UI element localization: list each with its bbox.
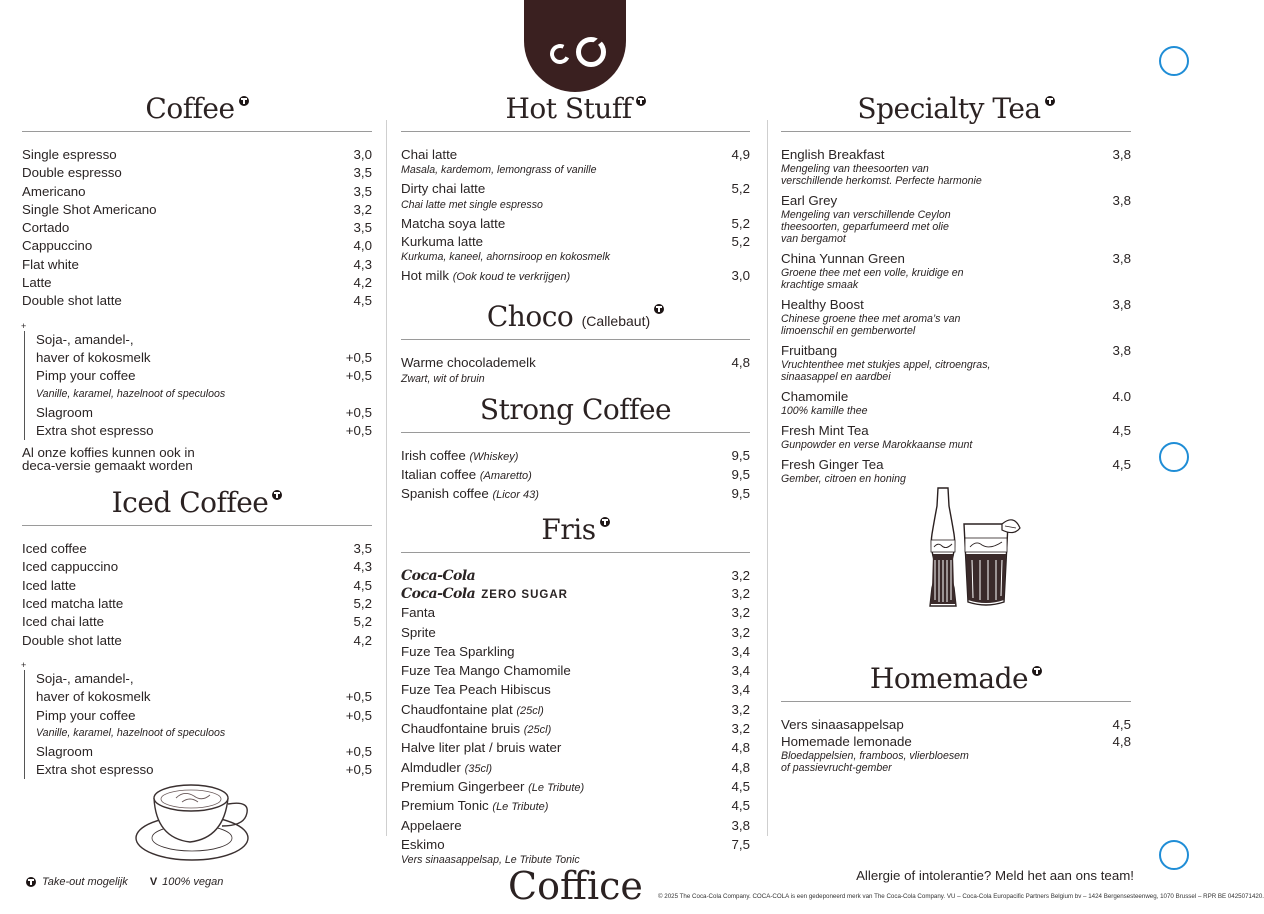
section-title: Iced Coffee — [112, 482, 269, 524]
section-title: Strong Coffee — [480, 389, 671, 431]
column-coffee — [22, 88, 372, 779]
menu-item: Chai latte 4,9 — [401, 147, 750, 162]
section-title: Choco (Callebaut) — [487, 296, 650, 342]
item-desc: Mengeling van verschillende Ceylon theesoorten, geparfumeerd met olie van bergamot — [781, 209, 951, 245]
iced-coffee-list — [22, 540, 372, 650]
menu-item: Iced cappuccino 4,3 — [22, 559, 372, 575]
allergy-note: Allergie of intolerantie? Meld het aan ons team! — [856, 868, 1134, 883]
tea-list — [781, 146, 1131, 485]
section-heading-specialty-tea — [781, 88, 1131, 130]
menu-item: Double shot latte 4,2 — [22, 632, 372, 648]
item-desc: Vruchtenthee met stukjes appel, citroengras, sinaasappel en aardbei — [781, 359, 991, 383]
menu-item: Iced coffee 3,5 — [22, 541, 372, 557]
menu-item: Fuze Tea Peach Hibiscus 3,4 — [401, 682, 750, 698]
menu-item: Premium Gingerbeer (Le Tribute) 4,5 — [401, 778, 750, 794]
menu-item: Homemade lemonade 4,8 — [781, 734, 1131, 749]
menu-item: Single espresso 3,0 — [22, 147, 372, 162]
item-desc: Masala, kardemom, lemongrass of vanille — [401, 164, 597, 177]
hot-stuff-list — [401, 146, 750, 286]
binder-hole-icon — [1159, 442, 1189, 472]
menu-item: Almdudler (35cl) 4,8 — [401, 759, 750, 775]
takeout-icon — [272, 490, 282, 500]
extra-item: Soja-, amandel-, — [36, 670, 134, 686]
item-desc: Vers sinaasappelsap, Le Tribute Tonic — [401, 854, 580, 867]
menu-item: Healthy Boost 3,8 — [781, 297, 1131, 312]
menu-item: Halve liter plat / bruis water 4,8 — [401, 740, 750, 756]
menu-item: Coca-Cola ZERO SUGAR 3,2 — [401, 585, 750, 602]
divider — [22, 525, 372, 526]
copyright-line: © 2025 The Coca-Cola Company. COCA-COLA is een gedeponeerd merk van The Coca-Cola Company. VU – Coca-Cola Europacific Partners Belgium bv – 1424 Bergensesteenweg, 1070 Brussel – RPR BE 0425071420. — [658, 893, 1264, 900]
strong-coffee-list — [401, 447, 750, 505]
section-title: Coffee — [145, 88, 234, 130]
menu-item: Iced latte 4,5 — [22, 577, 372, 593]
logo-c-mark — [547, 41, 573, 67]
vegan-icon: V — [149, 876, 158, 888]
takeout-icon — [1032, 666, 1042, 676]
menu-item: Matcha soya latte 5,2 — [401, 215, 750, 231]
menu-item: Latte 4,2 — [22, 275, 372, 291]
menu-item: Fruitbang 3,8 — [781, 343, 1131, 358]
takeout-icon — [654, 304, 664, 314]
menu-item: Single Shot Americano 3,2 — [22, 201, 372, 217]
menu-item: Vers sinaasappelsap 4,5 — [781, 717, 1131, 732]
takeout-icon — [239, 96, 249, 106]
section-title: Hot Stuff — [505, 88, 631, 130]
coffee-extras — [21, 320, 372, 440]
menu-item: Irish coffee (Whiskey) 9,5 — [401, 447, 750, 463]
legend-vegan: V 100% vegan — [149, 876, 224, 888]
coffee-list — [22, 146, 372, 311]
menu-item: Chamomile 4.0 — [781, 389, 1131, 404]
logo-o-mark — [576, 37, 606, 67]
column-divider — [386, 120, 387, 836]
divider — [781, 701, 1131, 702]
extra-item: haver of kokosmelk +0,5 — [36, 689, 372, 705]
section-title: Fris — [541, 509, 595, 551]
section-heading-hot-stuff — [401, 88, 750, 130]
takeout-icon — [26, 877, 36, 887]
deca-footnote: Al onze koffies kunnen ook in deca-versie gemaakt worden — [22, 445, 195, 474]
menu-item: Americano 3,5 — [22, 183, 372, 199]
column-divider — [767, 120, 768, 836]
binder-hole-icon — [1159, 840, 1189, 870]
extra-item: Pimp your coffee +0,5 — [36, 368, 372, 384]
menu-item: Hot milk (Ook koud te verkrijgen) 3,0 — [401, 268, 750, 284]
menu-item: Eskimo 7,5 — [401, 836, 750, 852]
menu-item: Chaudfontaine bruis (25cl) 3,2 — [401, 721, 750, 737]
legend — [22, 876, 223, 888]
iced-coffee-extras — [21, 659, 372, 779]
menu-item: Chaudfontaine plat (25cl) 3,2 — [401, 701, 750, 717]
extra-item: haver of kokosmelk +0,5 — [36, 349, 372, 365]
divider — [401, 432, 750, 433]
menu-item: Fresh Mint Tea 4,5 — [781, 423, 1131, 438]
menu-item: Sprite 3,2 — [401, 624, 750, 640]
menu-item: China Yunnan Green 3,8 — [781, 251, 1131, 266]
plus-icon: + — [21, 320, 27, 331]
item-desc: Kurkuma, kaneel, ahornsiroop en kokosmelk — [401, 251, 611, 264]
binder-hole-icon — [1159, 46, 1189, 76]
fris-list — [401, 567, 750, 866]
menu-item: Double shot latte 4,5 — [22, 293, 372, 309]
coca-cola-bottle-glass-illustration — [918, 484, 1022, 612]
menu-item: Iced matcha latte 5,2 — [22, 596, 372, 612]
menu-item: Premium Tonic (Le Tribute) 4,5 — [401, 798, 750, 814]
extra-desc: Vanille, karamel, hazelnoot of speculoos — [36, 726, 226, 739]
menu-item: Earl Grey 3,8 — [781, 193, 1131, 208]
section-heading-strong-coffee — [401, 389, 750, 431]
brand-logo-tab — [524, 0, 626, 92]
extra-desc: Vanille, karamel, hazelnoot of speculoos — [36, 387, 226, 400]
menu-item: Coca-Cola 3,2 — [401, 567, 750, 584]
menu-item: Spanish coffee (Licor 43) 9,5 — [401, 486, 750, 502]
item-desc: Zwart, wit of bruin — [401, 372, 485, 385]
item-desc: Gunpowder en verse Marokkaanse munt — [781, 439, 973, 451]
plus-icon: + — [21, 659, 27, 670]
takeout-icon — [636, 96, 646, 106]
divider — [781, 131, 1131, 132]
menu-item: Dirty chai latte 5,2 — [401, 181, 750, 197]
menu-item: Fuze Tea Sparkling 3,4 — [401, 643, 750, 659]
extra-item: Slagroom +0,5 — [36, 743, 372, 759]
menu-item: Iced chai latte 5,2 — [22, 614, 372, 630]
menu-item: Italian coffee (Amaretto) 9,5 — [401, 467, 750, 483]
menu-item: Warme chocolademelk 4,8 — [401, 355, 750, 371]
divider — [22, 131, 372, 132]
menu-item: Appelaere 3,8 — [401, 817, 750, 833]
extra-item: Extra shot espresso +0,5 — [36, 762, 372, 778]
item-desc: Chai latte met single espresso — [401, 198, 543, 211]
column-hot-stuff — [401, 88, 750, 870]
legend-takeout: Take-out mogelijk — [22, 876, 128, 888]
menu-item: English Breakfast 3,8 — [781, 147, 1131, 162]
menu-item: Flat white 4,3 — [22, 256, 372, 272]
extra-item: Extra shot espresso +0,5 — [36, 422, 372, 438]
item-desc: Bloedappelsien, framboos, vlierbloesem of passievrucht-gember — [781, 750, 969, 774]
section-heading-coffee — [22, 88, 372, 130]
menu-item: Fanta 3,2 — [401, 605, 750, 621]
menu-item: Fuze Tea Mango Chamomile 3,4 — [401, 663, 750, 679]
extra-item: Slagroom +0,5 — [36, 404, 372, 420]
coca-cola-logo: Coca-Cola — [401, 585, 476, 602]
menu-item: Double espresso 3,5 — [22, 165, 372, 181]
extra-item: Soja-, amandel-, — [36, 331, 134, 347]
item-desc: Mengeling van theesoorten van verschillende herkomst. Perfecte harmonie — [781, 163, 982, 187]
section-heading-choco — [401, 296, 750, 338]
divider — [401, 552, 750, 553]
section-heading-homemade — [781, 658, 1131, 700]
takeout-icon — [1045, 96, 1055, 106]
coffee-cup-illustration — [132, 776, 258, 866]
divider — [401, 131, 750, 132]
menu-item: Kurkuma latte 5,2 — [401, 233, 750, 249]
section-heading-iced-coffee — [22, 482, 372, 524]
column-specialty-tea — [781, 88, 1131, 779]
item-desc: Gember, citroen en honing — [781, 473, 906, 485]
menu-item: Fresh Ginger Tea 4,5 — [781, 457, 1131, 472]
menu-item: Cappuccino 4,0 — [22, 238, 372, 254]
coca-cola-logo: Coca-Cola — [401, 567, 476, 584]
section-heading-fris — [401, 509, 750, 551]
extra-item: Pimp your coffee +0,5 — [36, 707, 372, 723]
item-desc: Chinese groene thee met aroma’s van limoenschil en gemberwortel — [781, 313, 961, 337]
item-desc: Groene thee met een volle, kruidige en krachtige smaak — [781, 267, 964, 291]
brand-wordmark: Coffice — [508, 864, 643, 908]
section-title: Specialty Tea — [857, 88, 1040, 130]
item-desc: 100% kamille thee — [781, 405, 868, 417]
homemade-list — [781, 716, 1131, 774]
takeout-icon — [600, 517, 610, 527]
section-title: Homemade — [870, 658, 1028, 700]
menu-item: Cortado 3,5 — [22, 220, 372, 236]
